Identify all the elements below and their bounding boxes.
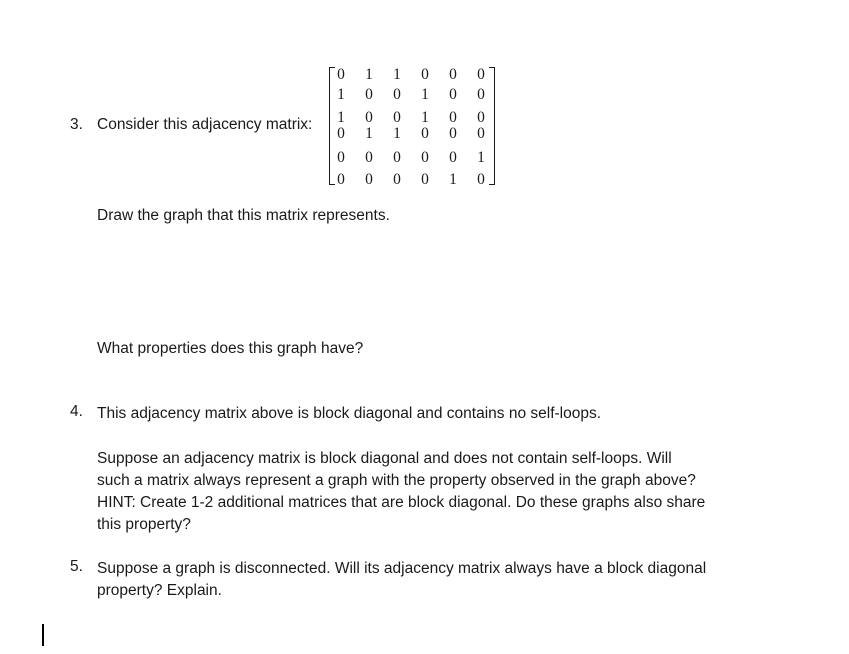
matrix-cell: 1	[477, 149, 485, 166]
matrix-cell: 0	[393, 171, 401, 188]
text-cursor	[42, 624, 44, 646]
matrix-cell: 0	[393, 149, 401, 166]
matrix-cell: 0	[393, 109, 401, 126]
matrix-cell: 0	[337, 149, 345, 166]
matrix-cell: 0	[421, 149, 429, 166]
matrix-cell: 0	[421, 66, 429, 83]
adjacency-matrix	[329, 64, 495, 188]
matrix-cell: 0	[477, 125, 485, 142]
matrix-cell: 0	[449, 125, 457, 142]
matrix-cell: 0	[449, 86, 457, 103]
draw-graph-prompt: Draw the graph that this matrix represents.	[97, 207, 390, 224]
matrix-cell: 1	[449, 171, 457, 188]
question-5-number: 5.	[70, 558, 83, 575]
matrix-cell: 0	[337, 125, 345, 142]
matrix-cell: 1	[421, 86, 429, 103]
properties-prompt: What properties does this graph have?	[97, 340, 364, 357]
matrix-cell: 0	[477, 109, 485, 126]
matrix-cell: 1	[393, 125, 401, 142]
matrix-cell: 0	[365, 109, 373, 126]
matrix-cell: 0	[477, 86, 485, 103]
matrix-cell: 0	[421, 125, 429, 142]
matrix-cell: 0	[477, 171, 485, 188]
matrix-cell: 0	[393, 86, 401, 103]
matrix-cell: 1	[393, 66, 401, 83]
matrix-cell: 0	[449, 109, 457, 126]
matrix-cell: 1	[365, 66, 373, 83]
matrix-cell: 0	[337, 66, 345, 83]
question-4-line-4: this property?	[97, 516, 191, 533]
matrix-cell: 1	[337, 86, 345, 103]
matrix-cell: 1	[365, 125, 373, 142]
matrix-cell: 0	[449, 66, 457, 83]
matrix-right-bracket	[489, 67, 495, 185]
question-3-intro: Consider this adjacency matrix:	[97, 116, 313, 133]
matrix-cell: 0	[337, 171, 345, 188]
matrix-cell: 0	[365, 171, 373, 188]
question-4-line-3: HINT: Create 1-2 additional matrices that are block diagonal. Do these graphs also share	[97, 494, 706, 511]
matrix-cell: 0	[449, 149, 457, 166]
matrix-cell: 1	[421, 109, 429, 126]
question-5-line-1: Suppose a graph is disconnected. Will its adjacency matrix always have a block diagonal	[97, 560, 707, 577]
question-5-line-2: property? Explain.	[97, 582, 222, 599]
matrix-cell: 0	[365, 86, 373, 103]
matrix-cell: 1	[337, 109, 345, 126]
question-3-number: 3.	[70, 116, 83, 133]
matrix-cell: 0	[477, 66, 485, 83]
question-4-number: 4.	[70, 403, 83, 420]
matrix-cell: 0	[365, 149, 373, 166]
matrix-cell: 0	[421, 171, 429, 188]
question-4-line-2: such a matrix always represent a graph with the property observed in the graph above?	[97, 472, 696, 489]
question-4-statement: This adjacency matrix above is block diagonal and contains no self-loops.	[97, 405, 602, 422]
question-4-line-1: Suppose an adjacency matrix is block diagonal and does not contain self-loops. Will	[97, 450, 672, 467]
